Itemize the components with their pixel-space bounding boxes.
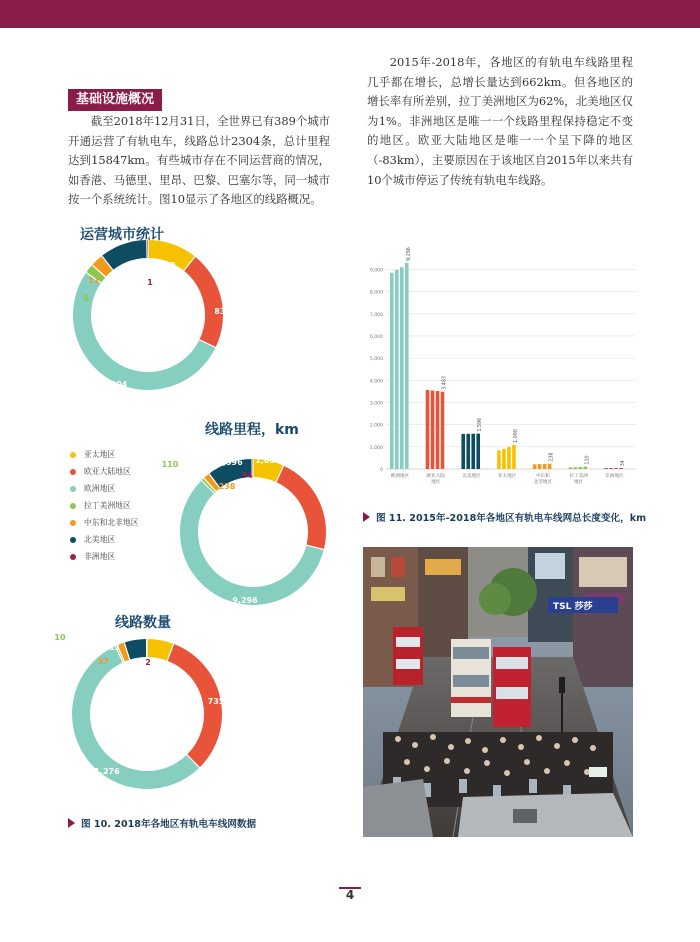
donut-slice bbox=[107, 249, 147, 263]
figure-10-caption: 图 10. 2018年各地区有轨电车线网数据 bbox=[68, 816, 256, 830]
street-photo-illustration bbox=[363, 547, 633, 837]
bar bbox=[574, 467, 578, 469]
bar bbox=[431, 391, 435, 469]
donut-slice bbox=[210, 481, 215, 485]
y-tick-label: 2,000 bbox=[369, 423, 383, 429]
donut-label: 133 bbox=[129, 667, 147, 676]
y-tick-label: 6,000 bbox=[369, 334, 383, 340]
y-tick-label: 7,000 bbox=[369, 312, 383, 318]
bar bbox=[604, 468, 608, 469]
legend-item bbox=[70, 531, 180, 548]
x-tick-label: 非洲地区 bbox=[605, 474, 624, 479]
legend-swatch bbox=[70, 554, 76, 560]
bar-data-label: 1,596 bbox=[478, 417, 484, 432]
y-tick-label: 0 bbox=[380, 468, 383, 473]
paragraph-right: 2015年-2018年，各地区的有轨电车线路里程几乎都在增长，总增长量达到662km。但各地区的增长率有所差别，拉丁美洲地区为62%，北美地区仅为1%。非洲地区是唯一一个线路里程保持稳定不变的地区。欧亚大陆地区是唯一一个呈下降的地区（-83km），主要原因在于该地区自2015年以来共有10个城市停运了传统有轨电车线路。 bbox=[367, 55, 633, 187]
donut-slice bbox=[280, 474, 317, 547]
x-tick-label: 欧亚大陆 bbox=[426, 474, 445, 479]
donut-cities-title: 运营城市统计 bbox=[80, 227, 164, 243]
section-heading: 基础设施概况 bbox=[68, 89, 162, 111]
donut-slice bbox=[189, 264, 214, 344]
donut-length-title: 线路里程，km bbox=[205, 422, 299, 438]
caption-marker-icon bbox=[68, 818, 75, 828]
donut-label: 42 bbox=[164, 261, 176, 270]
donut-label: 111 bbox=[103, 643, 121, 652]
top-banner bbox=[0, 0, 700, 28]
legend-item bbox=[70, 548, 180, 565]
donut-label: 1,596 bbox=[217, 458, 243, 467]
bar bbox=[619, 468, 623, 469]
legend-swatch bbox=[70, 503, 76, 509]
y-tick-label: 3,000 bbox=[369, 401, 383, 407]
donut-label: 1,276 bbox=[94, 767, 120, 776]
legend-item bbox=[70, 463, 180, 480]
legend-label: 北美地区 bbox=[84, 535, 116, 544]
legend-label: 中东和北非地区 bbox=[84, 518, 139, 527]
donut-label: 8 bbox=[83, 294, 89, 303]
legend-item bbox=[70, 480, 180, 497]
donut-label: 40 bbox=[128, 264, 140, 273]
donut-slice bbox=[189, 487, 315, 596]
legend-item bbox=[70, 514, 180, 531]
donut-label: 10 bbox=[54, 633, 66, 642]
legend-swatch bbox=[70, 452, 76, 458]
bar bbox=[390, 273, 394, 469]
x-tick-label: 欧洲地区 bbox=[390, 474, 410, 479]
donut-slice bbox=[99, 263, 108, 271]
legend-swatch bbox=[70, 469, 76, 475]
paragraph-left: 截至2018年12月31日，全世界已有389个城市开通运营了有轨电车，线路总计2304条，总计里程达到15847km。有些城市存在不同运营商的情况，如香港、马德里、里昂、巴黎、巴塞尔等，同一城市按一个系统统计。图10显示了各地区的线路概况。 bbox=[68, 114, 330, 207]
donut-slice bbox=[127, 648, 147, 651]
donut-lines bbox=[50, 628, 270, 798]
y-tick-label: 9,000 bbox=[369, 268, 383, 274]
bar bbox=[548, 464, 552, 469]
donut-label: 9,296 bbox=[232, 596, 258, 605]
donut-slice bbox=[121, 651, 127, 653]
donut-lines-title: 线路数量 bbox=[115, 615, 171, 631]
legend-label: 非洲地区 bbox=[84, 552, 116, 561]
bar-data-label: 238 bbox=[549, 452, 555, 462]
bar bbox=[579, 467, 583, 469]
y-tick-label: 8,000 bbox=[369, 290, 383, 296]
bar bbox=[502, 449, 506, 469]
legend bbox=[70, 446, 180, 565]
donut-label: 204 bbox=[110, 380, 128, 389]
bar bbox=[426, 390, 430, 469]
bar-data-label: 3,483 bbox=[442, 376, 448, 390]
street-photo bbox=[363, 547, 633, 837]
y-tick-label: 1,000 bbox=[369, 445, 383, 451]
figure-11-caption: 图 11. 2015年-2018年各地区有轨电车线网总长度变化，km bbox=[363, 510, 646, 524]
bar bbox=[476, 434, 480, 469]
legend-swatch bbox=[70, 537, 76, 543]
caption-marker-icon bbox=[363, 512, 370, 522]
bar-data-label: 110 bbox=[585, 455, 591, 465]
bar bbox=[538, 464, 542, 469]
bar bbox=[461, 434, 465, 469]
legend-item bbox=[70, 497, 180, 514]
legend-label: 欧亚大陆地区 bbox=[84, 467, 131, 476]
bar bbox=[584, 467, 588, 469]
bar-data-label: 34 bbox=[621, 460, 627, 467]
bar bbox=[471, 434, 475, 469]
bar bbox=[436, 391, 440, 469]
donut-cities bbox=[40, 240, 270, 410]
bar bbox=[497, 450, 501, 469]
shop-sign: TSL 莎莎 bbox=[553, 602, 593, 612]
legend-swatch bbox=[70, 486, 76, 492]
bar-data-label: 9,296 bbox=[406, 247, 412, 261]
bar bbox=[507, 447, 511, 469]
x-tick-label: 北美地区 bbox=[462, 474, 481, 479]
page-number: 4 bbox=[345, 888, 355, 902]
bar bbox=[512, 445, 516, 469]
x-tick-label: 地区 bbox=[573, 480, 584, 485]
bar bbox=[400, 267, 404, 469]
x-tick-label: 北非地区 bbox=[533, 480, 553, 485]
bar-chart bbox=[360, 235, 640, 495]
donut-label: 735 bbox=[207, 697, 225, 706]
y-tick-label: 4,000 bbox=[369, 379, 383, 385]
donut-slice bbox=[147, 648, 170, 652]
bar bbox=[543, 464, 547, 469]
donut-slice bbox=[253, 468, 280, 474]
bar bbox=[609, 468, 613, 469]
donut-label: 11 bbox=[88, 276, 100, 285]
legend-label: 欧洲地区 bbox=[84, 484, 116, 493]
y-tick-label: 5,000 bbox=[369, 357, 383, 363]
bar bbox=[569, 467, 573, 469]
donut-label: 238 bbox=[218, 482, 236, 491]
legend-swatch bbox=[70, 520, 76, 526]
donut-slice bbox=[82, 278, 207, 381]
bar bbox=[405, 263, 409, 469]
donut-label: 83 bbox=[214, 307, 226, 316]
x-tick-label: 亚太地区 bbox=[497, 474, 517, 479]
donut-label: 34 bbox=[241, 471, 253, 480]
donut-length bbox=[161, 437, 365, 607]
bar bbox=[533, 464, 537, 469]
bar bbox=[395, 270, 399, 469]
donut-label: 1 bbox=[147, 278, 153, 287]
donut-label: 37 bbox=[97, 657, 109, 666]
bar bbox=[614, 468, 618, 469]
x-tick-label: 地区 bbox=[431, 480, 441, 485]
x-tick-label: 中东和 bbox=[535, 474, 550, 479]
donut-label: 110 bbox=[161, 460, 179, 469]
bar-data-label: 1,090 bbox=[513, 429, 519, 443]
bar bbox=[441, 392, 445, 469]
donut-label: 1,090 bbox=[255, 456, 281, 465]
donut-slice bbox=[170, 652, 213, 761]
bar bbox=[466, 434, 470, 469]
donut-label: 3,483 bbox=[325, 524, 351, 533]
x-tick-label: 拉丁美洲 bbox=[569, 474, 588, 479]
legend-label: 亚太地区 bbox=[84, 450, 116, 459]
legend-item bbox=[70, 446, 180, 463]
legend-label: 拉丁美洲地区 bbox=[84, 501, 131, 510]
donut-label: 2 bbox=[145, 658, 151, 667]
